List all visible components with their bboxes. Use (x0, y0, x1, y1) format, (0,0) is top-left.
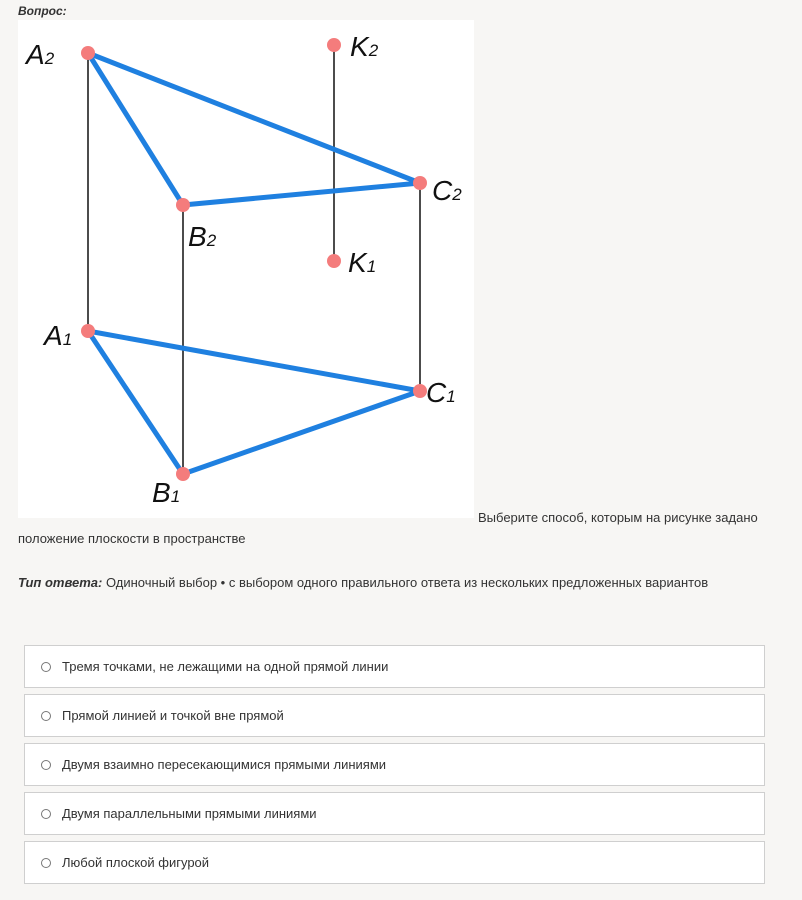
radio-icon[interactable] (41, 662, 51, 672)
point-c1 (413, 384, 427, 398)
label-b2: B2 (188, 221, 217, 252)
drawing-figure (18, 20, 474, 518)
point-b2 (176, 198, 190, 212)
radio-icon[interactable] (41, 711, 51, 721)
answer-type-label: Тип ответа: (18, 575, 103, 590)
answer-option[interactable] (24, 743, 765, 786)
label-a2: A2 (26, 39, 55, 70)
answer-option-label: Прямой линией и точкой вне прямой (62, 708, 284, 723)
point-c2 (413, 176, 427, 190)
radio-icon[interactable] (41, 858, 51, 868)
answer-options (24, 645, 765, 890)
label-c1: C1 (426, 377, 456, 408)
point-a2 (81, 46, 95, 60)
question-label: Вопрос: (18, 4, 67, 18)
answer-option[interactable] (24, 645, 765, 688)
triangle-horizontal (88, 331, 420, 474)
point-a1 (81, 324, 95, 338)
triangle-frontal (88, 53, 420, 205)
point-k1 (327, 254, 341, 268)
radio-icon[interactable] (41, 760, 51, 770)
answer-option-label: Двумя параллельными прямыми линиями (62, 806, 317, 821)
label-k2: K2 (350, 31, 379, 62)
radio-icon[interactable] (41, 809, 51, 819)
answer-option-label: Тремя точками, не лежащими на одной прямой линии (62, 659, 389, 674)
point-b1 (176, 467, 190, 481)
answer-option-label: Любой плоской фигурой (62, 855, 210, 870)
label-k1: K1 (348, 247, 377, 278)
label-b1: B1 (152, 477, 181, 508)
answer-option[interactable] (24, 694, 765, 737)
answer-type (18, 575, 708, 590)
epure-drawing (18, 20, 474, 518)
label-a1: A1 (44, 320, 73, 351)
point-k2 (327, 38, 341, 52)
answer-type-value: Одиночный выбор • с выбором одного правильного ответа из нескольких предложенных вариантов (105, 575, 709, 590)
answer-option-label: Двумя взаимно пересекающимися прямыми линиями (62, 757, 387, 772)
question-text: Выберите способ, которым на рисунке задано положение плоскости в пространстве (18, 510, 758, 546)
answer-option[interactable] (24, 841, 765, 884)
answer-option[interactable] (24, 792, 765, 835)
label-c2: C2 (432, 175, 462, 206)
